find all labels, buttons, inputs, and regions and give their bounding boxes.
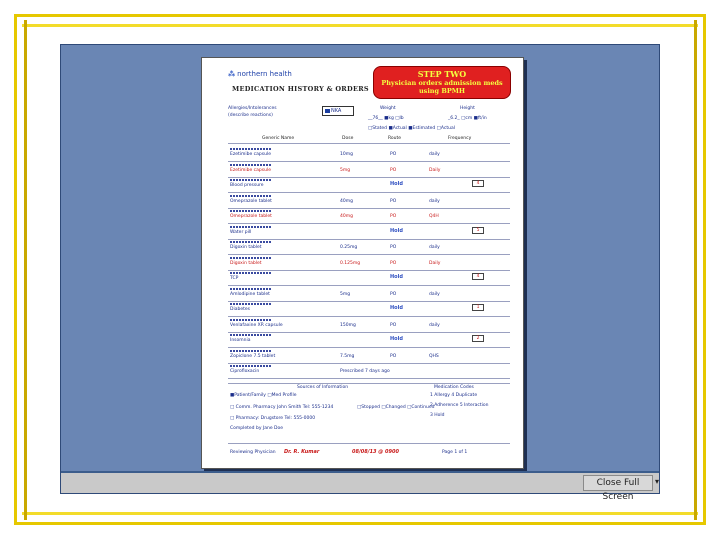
legend-c: 3 Hold xyxy=(430,413,445,418)
row-divider xyxy=(228,363,510,364)
row-placeholder-line xyxy=(230,288,272,290)
viewer-status-bar xyxy=(61,471,659,502)
row-placeholder-line xyxy=(230,334,272,336)
col-frequency: Frequency xyxy=(448,136,472,141)
med-name: Omeprazole tablet xyxy=(230,198,272,204)
allergy-sub: (describe reactions) xyxy=(228,113,273,118)
hold-stamp: Hold xyxy=(390,227,403,234)
med-frequency: QHS xyxy=(429,353,439,359)
nka-checkbox[interactable]: NKA xyxy=(322,106,354,116)
patient-source: ■Patient/Family □Med Profile xyxy=(230,393,297,398)
row-divider xyxy=(228,192,510,193)
med-name: Ciprofloxacin xyxy=(230,369,260,374)
reviewing-physician-label: Reviewing Physician xyxy=(230,450,276,455)
frame-bottom-inner xyxy=(22,512,698,515)
med-frequency: Q4H xyxy=(429,214,439,219)
med-name: Omeprazole tablet xyxy=(230,214,272,219)
source-row: □Stated ■Actual ■Estimated □Actual xyxy=(368,126,455,131)
med-code-box: 4 xyxy=(472,180,484,187)
med-route: PO xyxy=(390,152,397,157)
step-two-callout xyxy=(373,66,511,99)
physician-source: □ Comm. Pharmacy John Smith Tel: 555-1234 xyxy=(230,405,334,410)
med-code-box: 4 xyxy=(472,273,484,280)
row-divider xyxy=(228,285,510,286)
med-name: Digoxin tablet xyxy=(230,260,262,266)
height-label: Height xyxy=(460,106,475,111)
completed-by: Completed by Jane Doe xyxy=(230,426,284,431)
med-name: Amlodipine tablet xyxy=(230,291,270,297)
med-frequency: daily xyxy=(429,322,440,328)
med-route: PO xyxy=(390,198,397,204)
hold-stamp: Hold xyxy=(390,305,403,311)
med-name: Blood pressure xyxy=(230,183,264,188)
document-viewer[interactable] xyxy=(60,44,660,502)
med-frequency: daily xyxy=(429,198,440,204)
col-route: Route xyxy=(388,136,402,141)
callout-line-3: using BPMH xyxy=(418,87,466,95)
med-route: PO xyxy=(390,322,397,328)
physician-signature: Dr. R. Kumar xyxy=(284,449,320,455)
medication-form-page xyxy=(201,57,524,469)
frame-top-inner xyxy=(22,24,698,27)
row-placeholder-line xyxy=(230,195,272,197)
med-name: Diabetes xyxy=(230,307,250,312)
legend-a: 1 Allergy 4 Duplicate xyxy=(430,393,478,398)
signature-divider xyxy=(228,443,510,444)
row-divider xyxy=(228,177,510,178)
chevron-down-icon[interactable]: ▾ xyxy=(654,477,659,486)
row-divider xyxy=(228,239,510,240)
med-dose: 0.25mg xyxy=(340,245,358,250)
frame-right xyxy=(703,14,706,525)
frame-right-inner xyxy=(694,20,697,520)
callout-title: STEP TWO xyxy=(417,69,467,79)
footer-divider xyxy=(228,383,510,384)
frame-bottom xyxy=(14,522,706,525)
row-placeholder-line xyxy=(230,241,272,243)
med-frequency: Daily xyxy=(429,260,441,266)
med-dose: 40mg xyxy=(340,214,353,219)
hold-stamp: Hold xyxy=(390,274,403,280)
row-placeholder-line xyxy=(230,226,272,228)
frame-left-inner xyxy=(24,20,27,520)
med-dose: 40mg xyxy=(340,198,353,204)
close-full-screen-button[interactable]: Close Full Screen xyxy=(583,475,653,491)
row-placeholder-line xyxy=(230,319,272,321)
frame-left xyxy=(14,14,17,525)
med-dose: 7.5mg xyxy=(340,353,355,359)
status-checks: □Stopped □Changed □Continued xyxy=(357,405,435,410)
row-placeholder-line xyxy=(230,148,272,150)
med-name: TCP xyxy=(230,276,239,281)
med-name: Digoxin tablet xyxy=(230,245,262,250)
sources-heading: Sources of Information xyxy=(297,385,349,390)
med-code-box: 1 xyxy=(472,304,484,311)
med-dose: Prescribed 7 days ago xyxy=(340,369,390,374)
weight-value: __76__ ■kg □lb xyxy=(368,116,404,121)
row-divider xyxy=(228,208,510,209)
med-route: PO xyxy=(390,214,397,219)
med-code-box: 5 xyxy=(472,227,484,234)
med-name: Insomnia xyxy=(230,338,251,343)
med-name: Water pill xyxy=(230,229,252,235)
med-name: Ezetimibe capsule xyxy=(230,152,271,157)
weight-label: Weight xyxy=(380,106,396,111)
row-divider xyxy=(228,223,510,224)
height-value: _6.2_ □cm ■ft/in xyxy=(448,116,487,121)
northern-health-logo: ⁂ northern health xyxy=(228,70,292,78)
col-dose: Dose xyxy=(342,136,354,141)
med-route: PO xyxy=(390,291,397,297)
med-frequency: daily xyxy=(429,152,440,157)
med-name: Venlafaxine XR capsule xyxy=(230,322,283,328)
hold-stamp: Hold xyxy=(390,181,403,187)
row-divider xyxy=(228,316,510,317)
med-code-box: 2 xyxy=(472,335,484,342)
med-dose: 10mg xyxy=(340,152,353,157)
med-route: PO xyxy=(390,260,397,266)
row-placeholder-line xyxy=(230,210,272,212)
pharmacy-source: □ Pharmacy: Drugstore Tel: 555-0000 xyxy=(230,416,316,421)
med-dose: 5mg xyxy=(340,167,351,173)
col-generic: Generic Name xyxy=(262,136,295,141)
row-divider xyxy=(228,254,510,255)
callout-line-2: Physician orders admission meds xyxy=(381,79,503,87)
med-route: PO xyxy=(390,167,397,173)
med-name: Ezetimibe capsule xyxy=(230,167,271,173)
med-frequency: daily xyxy=(429,291,440,297)
row-placeholder-line xyxy=(230,303,272,305)
med-route: PO xyxy=(390,245,397,250)
row-divider xyxy=(228,332,510,333)
row-placeholder-line xyxy=(230,350,272,352)
legend-b: 2 Adherence 5 Interaction xyxy=(430,403,489,408)
med-dose: 0.125mg xyxy=(340,260,361,266)
row-placeholder-line xyxy=(230,365,272,367)
med-dose: 5mg xyxy=(340,291,351,297)
row-divider xyxy=(228,347,510,348)
row-divider xyxy=(228,161,510,162)
page-info: Page 1 of 1 xyxy=(442,450,468,455)
hold-stamp: Hold xyxy=(390,336,403,342)
med-dose: 150mg xyxy=(340,322,356,328)
row-divider xyxy=(228,301,510,302)
frame-top xyxy=(14,14,706,17)
row-placeholder-line xyxy=(230,164,272,166)
row-placeholder-line xyxy=(230,257,272,259)
row-placeholder-line xyxy=(230,179,272,181)
legend-title: Medication Codes xyxy=(434,385,474,390)
header-divider xyxy=(228,143,510,144)
med-frequency: Daily xyxy=(429,167,441,173)
sign-datetime: 08/08/13 @ 0900 xyxy=(352,449,399,455)
med-frequency: daily xyxy=(429,245,440,250)
allergy-label: Allergies/Intolerances xyxy=(228,106,277,111)
row-placeholder-line xyxy=(230,272,272,274)
row-divider xyxy=(228,270,510,271)
med-name: Zopiclone 7.5 tablet xyxy=(230,353,276,359)
form-title: MEDICATION HISTORY & ORDERS xyxy=(232,85,369,93)
med-route: PO xyxy=(390,353,397,359)
row-divider xyxy=(228,378,510,379)
